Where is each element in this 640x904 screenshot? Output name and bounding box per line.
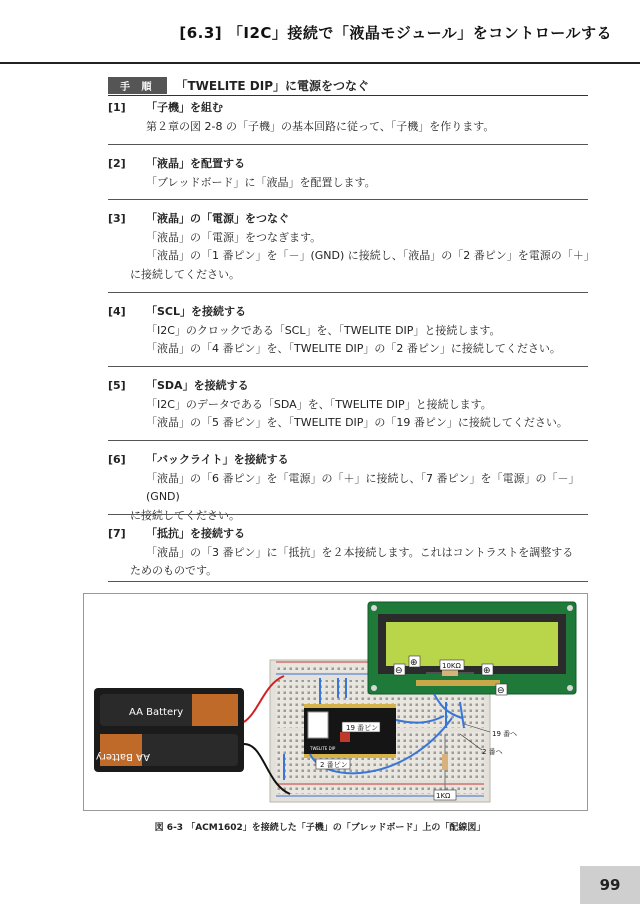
step-number: [2] [108,157,126,170]
step-divider [108,440,588,441]
pin2-chip-label: 2 番ピン [320,761,348,769]
step-title: 「液晶」の「電源」をつなぐ [146,212,289,225]
minus-marker-right: ⊖ [497,686,505,696]
step-4 [108,303,590,359]
step-title: 「バックライト」を接続する [146,453,289,466]
step-title: 「SCL」を接続する [146,305,247,318]
step-1 [108,99,590,136]
resistor-10k-label: 10KΩ [442,662,461,670]
step-text: 「I2C」のクロックである「SCL」を、「TWELITE DIP」と接続します。 [146,323,501,337]
page-number: 99 [599,876,621,894]
resistor-1k-label: 1KΩ [436,792,451,800]
step-number: [3] [108,212,126,225]
module-label: TWELITE DIP [310,746,336,751]
step-divider [108,292,588,293]
step-title: 「抵抗」を接続する [146,527,245,540]
step-divider [108,144,588,145]
battery-label-top: AA Battery [129,707,184,718]
procedure-title: 「TWELITE DIP」に電源をつなぐ [175,78,369,93]
plus-marker-right: ⊕ [483,666,491,676]
step-text: 「I2C」のデータである「SDA」を、「TWELITE DIP」と接続します。 [146,397,492,411]
step-title: 「子機」を組む [146,101,223,114]
step-title: 「SDA」を接続する [146,379,249,392]
step-divider [108,366,588,367]
pin19-chip-label: 19 番ピン [346,724,379,732]
step-text: 「ブレッドボード」に「液晶」を配置します。 [146,175,376,189]
step-text: 第２章の図 2-8 の「子機」の基本回路に従って、「子機」を作ります。 [146,119,495,133]
to-2-label: 2 番へ [482,748,503,756]
step-5 [108,377,590,433]
wiring-diagram-figure [83,593,588,811]
chapter-header [0,0,640,64]
battery-label-bottom: AA Battery [95,751,150,762]
step-text: 「液晶」の「5 番ピン」を、「TWELITE DIP」の「19 番ピン」に接続してください。 [146,416,568,429]
figure-caption: 図 6-3 「ACM1602」を接続した「子機」の「ブレッドボード」上の「配線図」 [154,823,486,833]
step-title: 「液晶」を配置する [146,157,245,170]
plus-marker: ⊕ [410,658,418,668]
step-divider [108,199,588,200]
step-text: 「液晶」の「4 番ピン」を、「TWELITE DIP」の「2 番ピン」に接続してください。 [146,342,561,355]
step-number: [7] [108,527,126,540]
page-number-box [580,866,640,904]
step-text: 「液晶」の「3 番ピン」に「抵抗」を２本接続します。これはコントラストを調整する [146,545,574,559]
minus-marker: ⊖ [395,666,403,676]
step-2 [108,155,590,192]
procedure-rule [108,95,588,96]
to-19-label: 19 番へ [492,730,518,738]
procedure-heading [108,76,588,94]
step-number: [6] [108,453,126,466]
step-text: 「液晶」の「6 番ピン」を「電源」の「＋」に接続し、「7 番ピン」を「電源」の「－」(GND) [146,471,580,503]
step-number: [4] [108,305,126,318]
step-7 [108,525,590,581]
procedure-badge: 手 順 [108,77,167,94]
step-text: に接続してください。 [130,508,240,522]
step-3 [108,210,595,284]
battery-holder [94,688,244,772]
step-number: [1] [108,101,126,114]
step-number: [5] [108,379,126,392]
step-text: に接続してください。 [130,267,240,281]
wiring-diagram [84,594,587,810]
lcd-module [368,602,576,694]
step-text: 「液晶」の「1 番ピン」を「－」(GND) に接続し、「液晶」の「2 番ピン」を電源の「＋」 [146,249,595,262]
step-divider [108,581,588,582]
step-text: ためのものです。 [130,564,218,577]
chapter-title: [6.3] 「I2C」接続で「液晶モジュール」をコントロールする [179,24,612,42]
step-divider [108,514,588,515]
step-text: 「液晶」の「電源」をつなぎます。 [146,230,322,244]
